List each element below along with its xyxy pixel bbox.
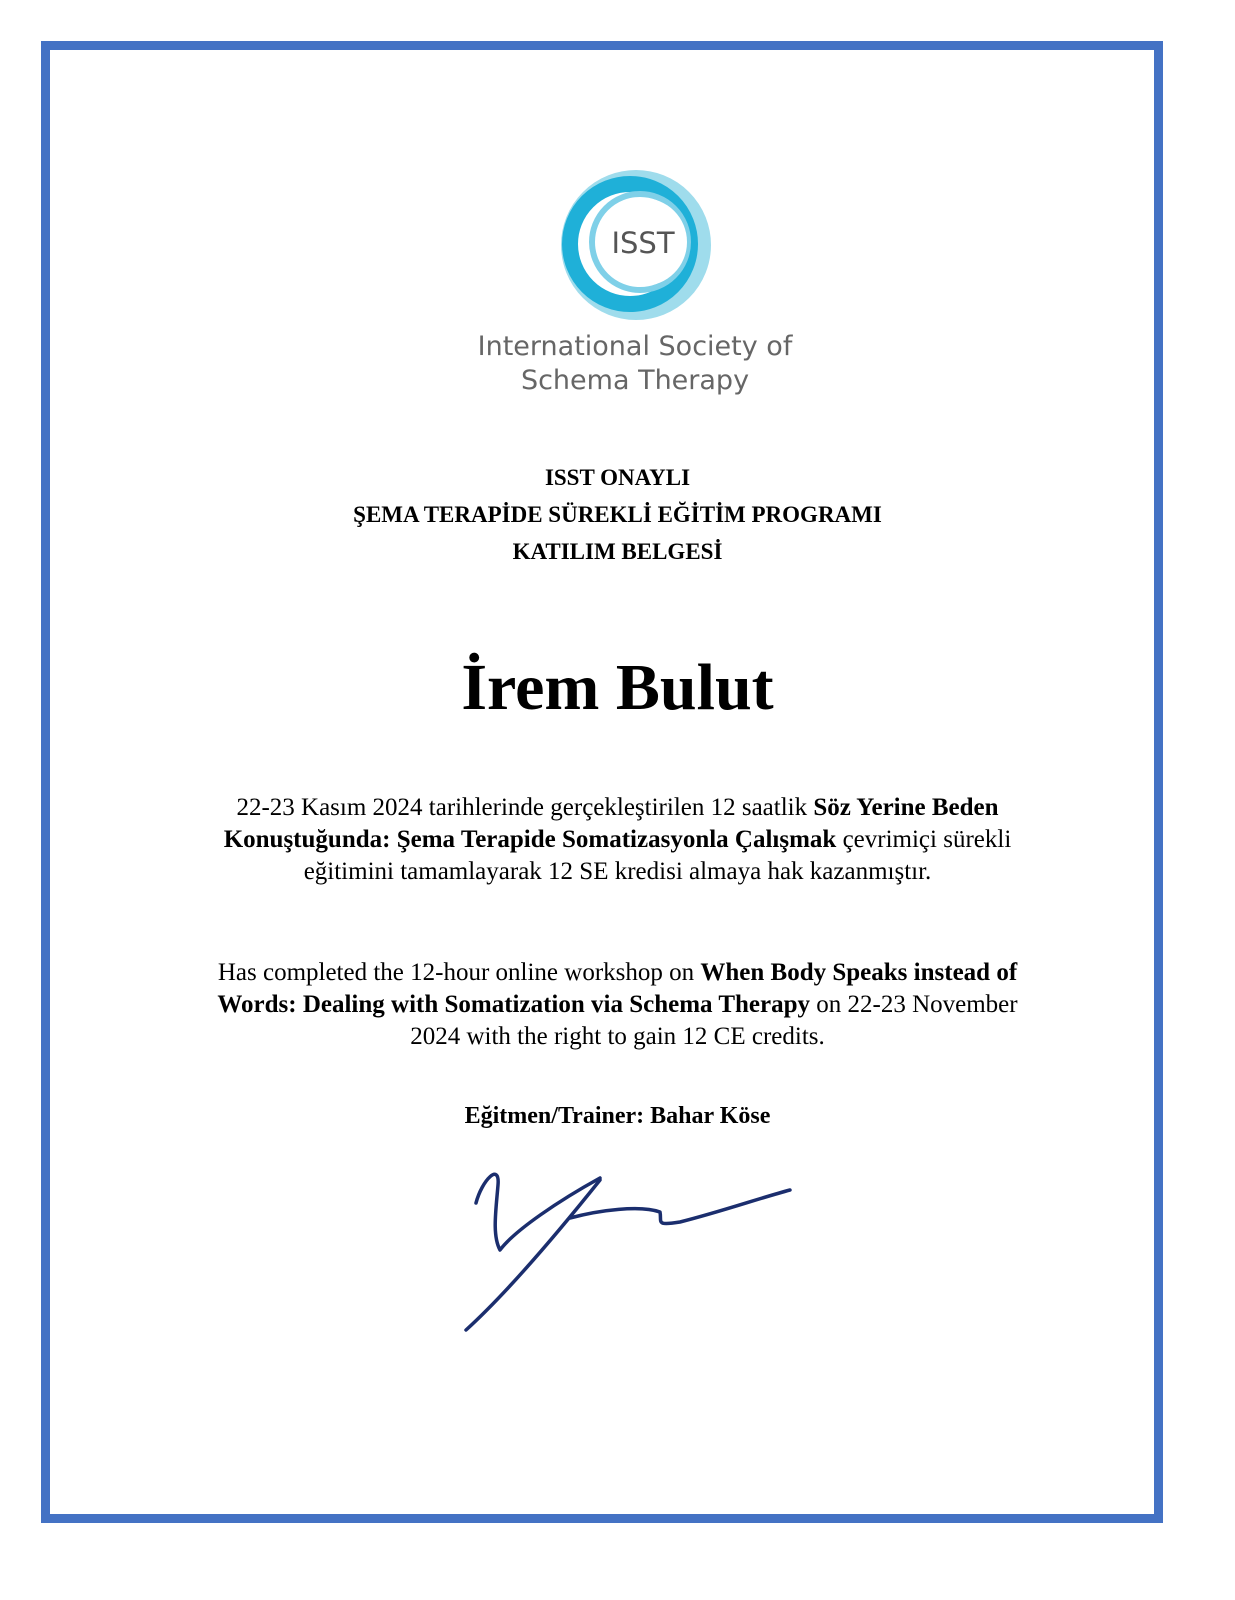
- logo-acronym: ISST: [611, 226, 675, 260]
- text: 22-23 Kasım 2024 tarihlerinde gerçekleştirilen 12 saatlik: [236, 794, 814, 821]
- course-title-en: When Body Speaks instead of: [700, 959, 1018, 986]
- course-title-tr: Söz Yerine Beden: [813, 794, 999, 821]
- text: on 22-23 November: [810, 991, 1018, 1018]
- trainer-line: Eğitmen/Trainer: Bahar Köse: [464, 1103, 771, 1129]
- text: Has completed the 12-hour online workshop on: [217, 959, 701, 986]
- logo-org-line1: International Society of: [477, 331, 793, 362]
- text: çevrimiçi sürekli: [836, 826, 1012, 853]
- logo-org-line2: Schema Therapy: [520, 365, 750, 396]
- course-title-tr: Konuştuğunda: Şema Terapide Somatizasyonla Çalışmak: [223, 826, 837, 853]
- recipient-name: İrem Bulut: [461, 651, 774, 724]
- header-line-3: KATILIM BELGESİ: [512, 539, 723, 564]
- turkish-paragraph-line-3: eğitimini tamamlayarak 12 SE kredisi almaya hak kazanmıştır.: [303, 858, 932, 885]
- english-paragraph-line-3: 2024 with the right to gain 12 CE credits.: [410, 1023, 825, 1050]
- header-line-2: ŞEMA TERAPİDE SÜREKLİ EĞİTİM PROGRAMI: [353, 502, 882, 527]
- header-line-1: ISST ONAYLI: [544, 465, 691, 490]
- course-title-en: Words: Dealing with Somatization via Schema Therapy: [217, 991, 811, 1018]
